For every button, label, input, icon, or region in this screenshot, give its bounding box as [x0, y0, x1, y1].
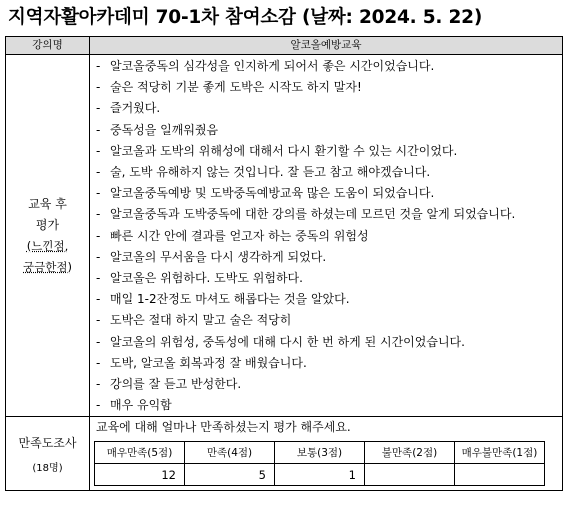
feedback-item	[96, 332, 558, 353]
feedback-item-text: 술, 도박 유해하지 않는 것입니다. 잘 듣고 참고 해야겠습니다.	[110, 165, 431, 180]
header-lecture-name: 강의명	[6, 37, 90, 55]
feedback-item-text: 알코올의 무서움을 다시 생각하게 되었다.	[110, 249, 327, 264]
satisfaction-values-row	[95, 464, 545, 486]
feedback-item-text: 빠른 시간 안에 결과를 얻고자 하는 중독의 위험성	[110, 228, 369, 243]
feedback-label-line2: 평가	[35, 217, 60, 232]
satisfaction-table	[94, 441, 545, 486]
feedback-item-text: 알코올과 도박의 위해성에 대해서 다시 환기할 수 있는 시간이었다.	[110, 143, 458, 158]
satisfaction-header: 불만족(2점)	[365, 442, 455, 464]
bullet-dash: -	[96, 228, 101, 243]
feedback-item	[96, 247, 558, 268]
feedback-item	[96, 56, 558, 77]
bullet-dash: -	[96, 334, 101, 349]
bullet-dash: -	[96, 101, 101, 116]
bullet-dash: -	[96, 165, 101, 180]
satisfaction-value: 5	[185, 464, 275, 486]
satisfaction-value: 1	[275, 464, 365, 486]
feedback-item	[96, 268, 558, 289]
feedback-item	[96, 310, 558, 331]
feedback-label-line3: (느낀점,	[26, 238, 69, 253]
satisfaction-header: 보통(3점)	[275, 442, 365, 464]
satisfaction-header: 매우만족(5점)	[95, 442, 185, 464]
satisfaction-row	[6, 417, 563, 491]
feedback-item	[96, 395, 558, 416]
feedback-item-text: 알코올중독의 심각성을 인지하게 되어서 좋은 시간이었습니다.	[110, 59, 435, 73]
satisfaction-value	[365, 464, 455, 486]
feedback-item-text: 매일 1-2잔정도 마셔도 해롭다는 것을 알았다.	[110, 292, 350, 307]
satisfaction-label: 만족도조사	[18, 435, 77, 450]
feedback-item-text: 도박은 절대 하지 말고 술은 적당히	[110, 313, 292, 328]
feedback-item-text: 매우 유익함	[110, 398, 172, 413]
bullet-dash: -	[96, 398, 101, 413]
bullet-dash: -	[96, 249, 101, 264]
feedback-item	[96, 353, 558, 374]
page-title: 지역자활아카데미 70-1차 참여소감 (날짜: 2024. 5. 22)	[8, 7, 483, 28]
feedback-item	[96, 183, 558, 204]
feedback-item	[96, 120, 558, 141]
feedback-item	[96, 374, 558, 395]
feedback-label-line1: 교육 후	[28, 196, 67, 211]
respondent-count: (18명)	[32, 462, 63, 474]
feedback-label-line4: 궁금한점)	[23, 259, 72, 274]
feedback-label-cell	[6, 55, 90, 417]
feedback-item	[96, 204, 558, 225]
satisfaction-cell	[90, 417, 563, 491]
feedback-item	[96, 289, 558, 310]
feedback-item	[96, 141, 558, 162]
feedback-item-text: 강의를 잘 듣고 반성한다.	[110, 377, 242, 392]
bullet-dash: -	[96, 355, 101, 370]
header-row	[6, 37, 563, 55]
satisfaction-header-row	[95, 442, 545, 464]
bullet-dash: -	[96, 186, 101, 201]
bullet-dash: -	[96, 122, 101, 137]
feedback-item	[96, 162, 558, 183]
feedback-item	[96, 98, 558, 119]
satisfaction-value	[455, 464, 545, 486]
feedback-item-text: 도박, 알코올 회복과정 잘 배웠습니다.	[110, 355, 307, 370]
bullet-dash: -	[96, 377, 101, 392]
feedback-item-text: 즐거웠다.	[110, 101, 161, 116]
satisfaction-label-cell	[6, 417, 90, 491]
feedback-item-text: 알코올의 위험성, 중독성에 대해 다시 한 번 하게 된 시간이었습니다.	[110, 334, 465, 349]
bullet-dash: -	[96, 313, 101, 328]
header-lecture-title: 알코올예방교육	[90, 37, 563, 55]
bullet-dash: -	[96, 59, 101, 73]
feedback-item-text: 알코올은 위험하다. 도박도 위험하다.	[110, 271, 303, 286]
feedback-list	[90, 55, 562, 416]
feedback-item-text: 중독성을 일깨워줬음	[110, 122, 219, 137]
feedback-item-text: 알코올중독과 도박중독에 대한 강의를 하셨는데 모르던 것을 알게 되었습니다.	[110, 207, 516, 222]
feedback-item	[96, 77, 558, 98]
feedback-item	[96, 226, 558, 247]
feedback-row	[6, 55, 563, 417]
satisfaction-value: 12	[95, 464, 185, 486]
bullet-dash: -	[96, 292, 101, 307]
satisfaction-question: 교육에 대해 얼마나 만족하셨는지 평가 해주세요.	[96, 420, 351, 435]
satisfaction-header: 매우불만족(1점)	[455, 442, 545, 464]
bullet-dash: -	[96, 143, 101, 158]
satisfaction-header: 만족(4점)	[185, 442, 275, 464]
feedback-item-text: 술은 적당히 기분 좋게 도박은 시작도 하지 말자!	[110, 80, 362, 95]
feedback-item-text: 알코올중독예방 및 도박중독예방교육 많은 도움이 되었습니다.	[110, 186, 435, 201]
feedback-list-cell	[90, 55, 563, 417]
bullet-dash: -	[96, 207, 101, 222]
bullet-dash: -	[96, 80, 101, 95]
bullet-dash: -	[96, 271, 101, 286]
evaluation-table	[5, 36, 563, 491]
